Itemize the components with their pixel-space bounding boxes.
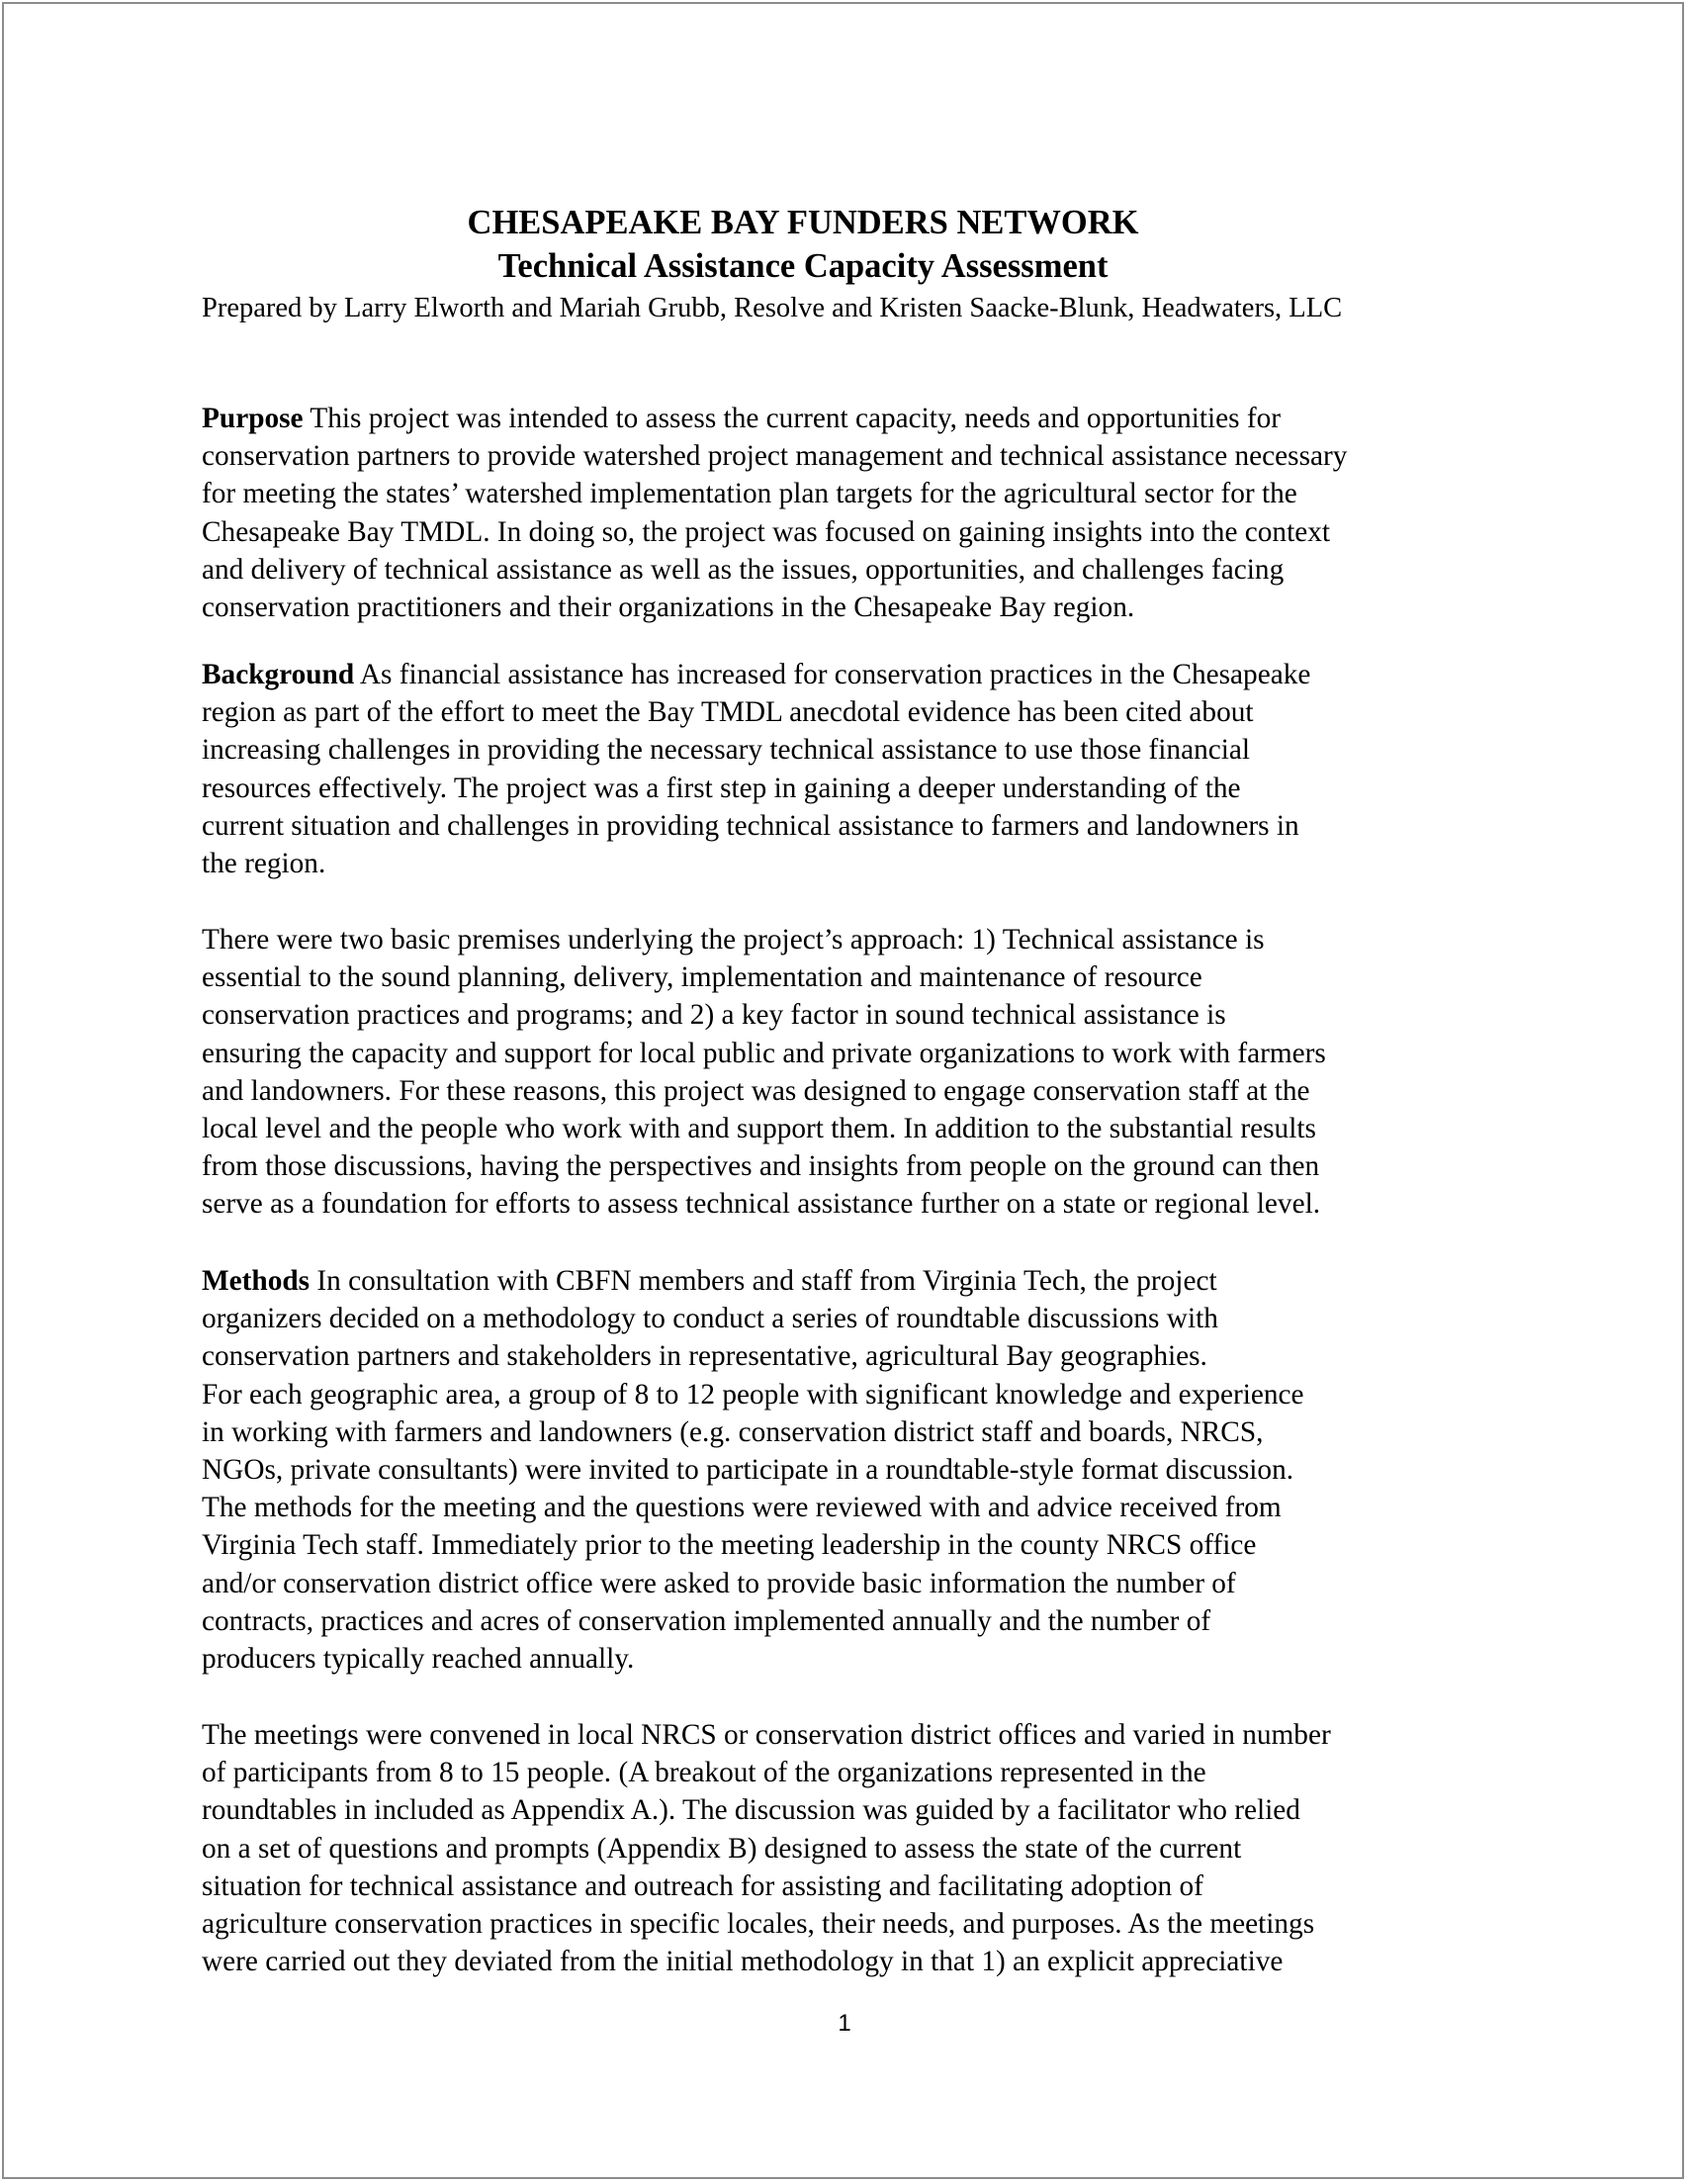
paragraph-line: conservation partners and stakeholders in representative, agricultural Bay geographies.: [202, 1340, 1207, 1373]
paragraph-line: For each geographic area, a group of 8 to 12 people with significant knowledge and experience: [202, 1378, 1304, 1410]
paragraph-line: conservation partners to provide watershed project management and technical assistance necessary: [202, 440, 1348, 473]
background-paragraph: [202, 656, 1487, 882]
paragraph-line: situation for technical assistance and outreach for assisting and facilitating adoption of: [202, 1869, 1203, 1902]
paragraph-line: current situation and challenges in providing technical assistance to farmers and landowners in: [202, 809, 1299, 842]
paragraph-line: and delivery of technical assistance as well as the issues, opportunities, and challenges facing: [202, 553, 1285, 586]
paragraph-line: roundtables in included as Appendix A.). The discussion was guided by a facilitator who relied: [202, 1794, 1300, 1827]
purpose-heading: Purpose: [202, 403, 304, 434]
paragraph-line: for meeting the states’ watershed implementation plan targets for the agricultural sector for the: [202, 478, 1297, 510]
paragraph-line: were carried out they deviated from the initial methodology in that 1) an explicit appreciative: [202, 1946, 1284, 1978]
document-title: CHESAPEAKE BAY FUNDERS NETWORK: [467, 204, 1139, 241]
paragraph-line: and landowners. For these reasons, this project was designed to engage conservation staff at the: [202, 1074, 1310, 1107]
paragraph-line: agriculture conservation practices in specific locales, their needs, and purposes. As the meetings: [202, 1908, 1315, 1941]
paragraph-line: region as part of the effort to meet the Bay TMDL anecdotal evidence has been cited about: [202, 696, 1254, 729]
paragraph-line: conservation practitioners and their organizations in the Chesapeake Bay region.: [202, 592, 1135, 624]
methods-heading: Methods: [202, 1265, 311, 1297]
background-heading: Background: [202, 659, 355, 690]
paragraph-line: of participants from 8 to 15 people. (A breakout of the organizations represented in the: [202, 1757, 1206, 1789]
paragraph-line: on a set of questions and prompts (Appendix B) designed to assess the state of the current: [202, 1832, 1242, 1865]
paragraph-line: There were two basic premises underlying the project’s approach: 1) Technical assistance is: [202, 924, 1265, 956]
paragraph-line: and/or conservation district office were asked to provide basic information the number of: [202, 1567, 1236, 1599]
paragraph-line: conservation practices and programs; and 2) a key factor in sound technical assistance is: [202, 999, 1226, 1032]
paragraph-line: essential to the sound planning, delivery, implementation and maintenance of resource: [202, 961, 1202, 994]
paragraph-line: increasing challenges in providing the necessary technical assistance to use those financial: [202, 734, 1251, 767]
paragraph-line: The methods for the meeting and the questions were reviewed with and advice received from: [202, 1492, 1282, 1524]
paragraph-line: Virginia Tech staff. Immediately prior to the meeting leadership in the county NRCS office: [202, 1529, 1257, 1562]
paragraph-line: the region.: [202, 848, 326, 880]
paragraph-line: Chesapeake Bay TMDL. In doing so, the project was focused on gaining insights into the context: [202, 515, 1331, 548]
paragraph-line: producers typically reached annually.: [202, 1643, 635, 1676]
paragraph-line: Purpose This project was intended to assess the current capacity, needs and opportunities for: [202, 403, 1282, 434]
meetings-paragraph: [202, 1716, 1487, 1980]
paragraph-line: in working with farmers and landowners (e.g. conservation district staff and boards, NRCS,: [202, 1415, 1264, 1448]
paragraph-line: from those discussions, having the perspectives and insights from people on the ground can then: [202, 1150, 1320, 1183]
paragraph-line: The meetings were convened in local NRCS or conservation district offices and varied in number: [202, 1719, 1331, 1751]
premises-paragraph: [202, 921, 1487, 1224]
paragraph-line: organizers decided on a methodology to conduct a series of roundtable discussions with: [202, 1303, 1218, 1335]
page-number: 1: [838, 2010, 851, 2037]
paragraph-line: contracts, practices and acres of conservation implemented annually and the number of: [202, 1604, 1211, 1637]
document-subtitle: Technical Assistance Capacity Assessment: [497, 247, 1109, 285]
paragraph-line: NGOs, private consultants) were invited to participate in a roundtable-style format discussion.: [202, 1454, 1294, 1487]
methods-paragraph: [202, 1262, 1487, 1678]
prepared-by-line: Prepared by Larry Elworth and Mariah Grubb, Resolve and Kristen Saacke-Blunk, Headwaters, LLC: [202, 293, 1343, 323]
paragraph-line: Background As financial assistance has increased for conservation practices in the Chesapeake: [202, 659, 1311, 690]
paragraph-line: Methods In consultation with CBFN members and staff from Virginia Tech, the project: [202, 1265, 1217, 1297]
purpose-paragraph: [202, 400, 1487, 626]
paragraph-line: serve as a foundation for efforts to assess technical assistance further on a state or regional level.: [202, 1188, 1321, 1221]
paragraph-line: ensuring the capacity and support for local public and private organizations to work with farmers: [202, 1037, 1326, 1069]
paragraph-line: local level and the people who work with and support them. In addition to the substantial results: [202, 1113, 1316, 1145]
paragraph-line: resources effectively. The project was a first step in gaining a deeper understanding of the: [202, 772, 1241, 804]
